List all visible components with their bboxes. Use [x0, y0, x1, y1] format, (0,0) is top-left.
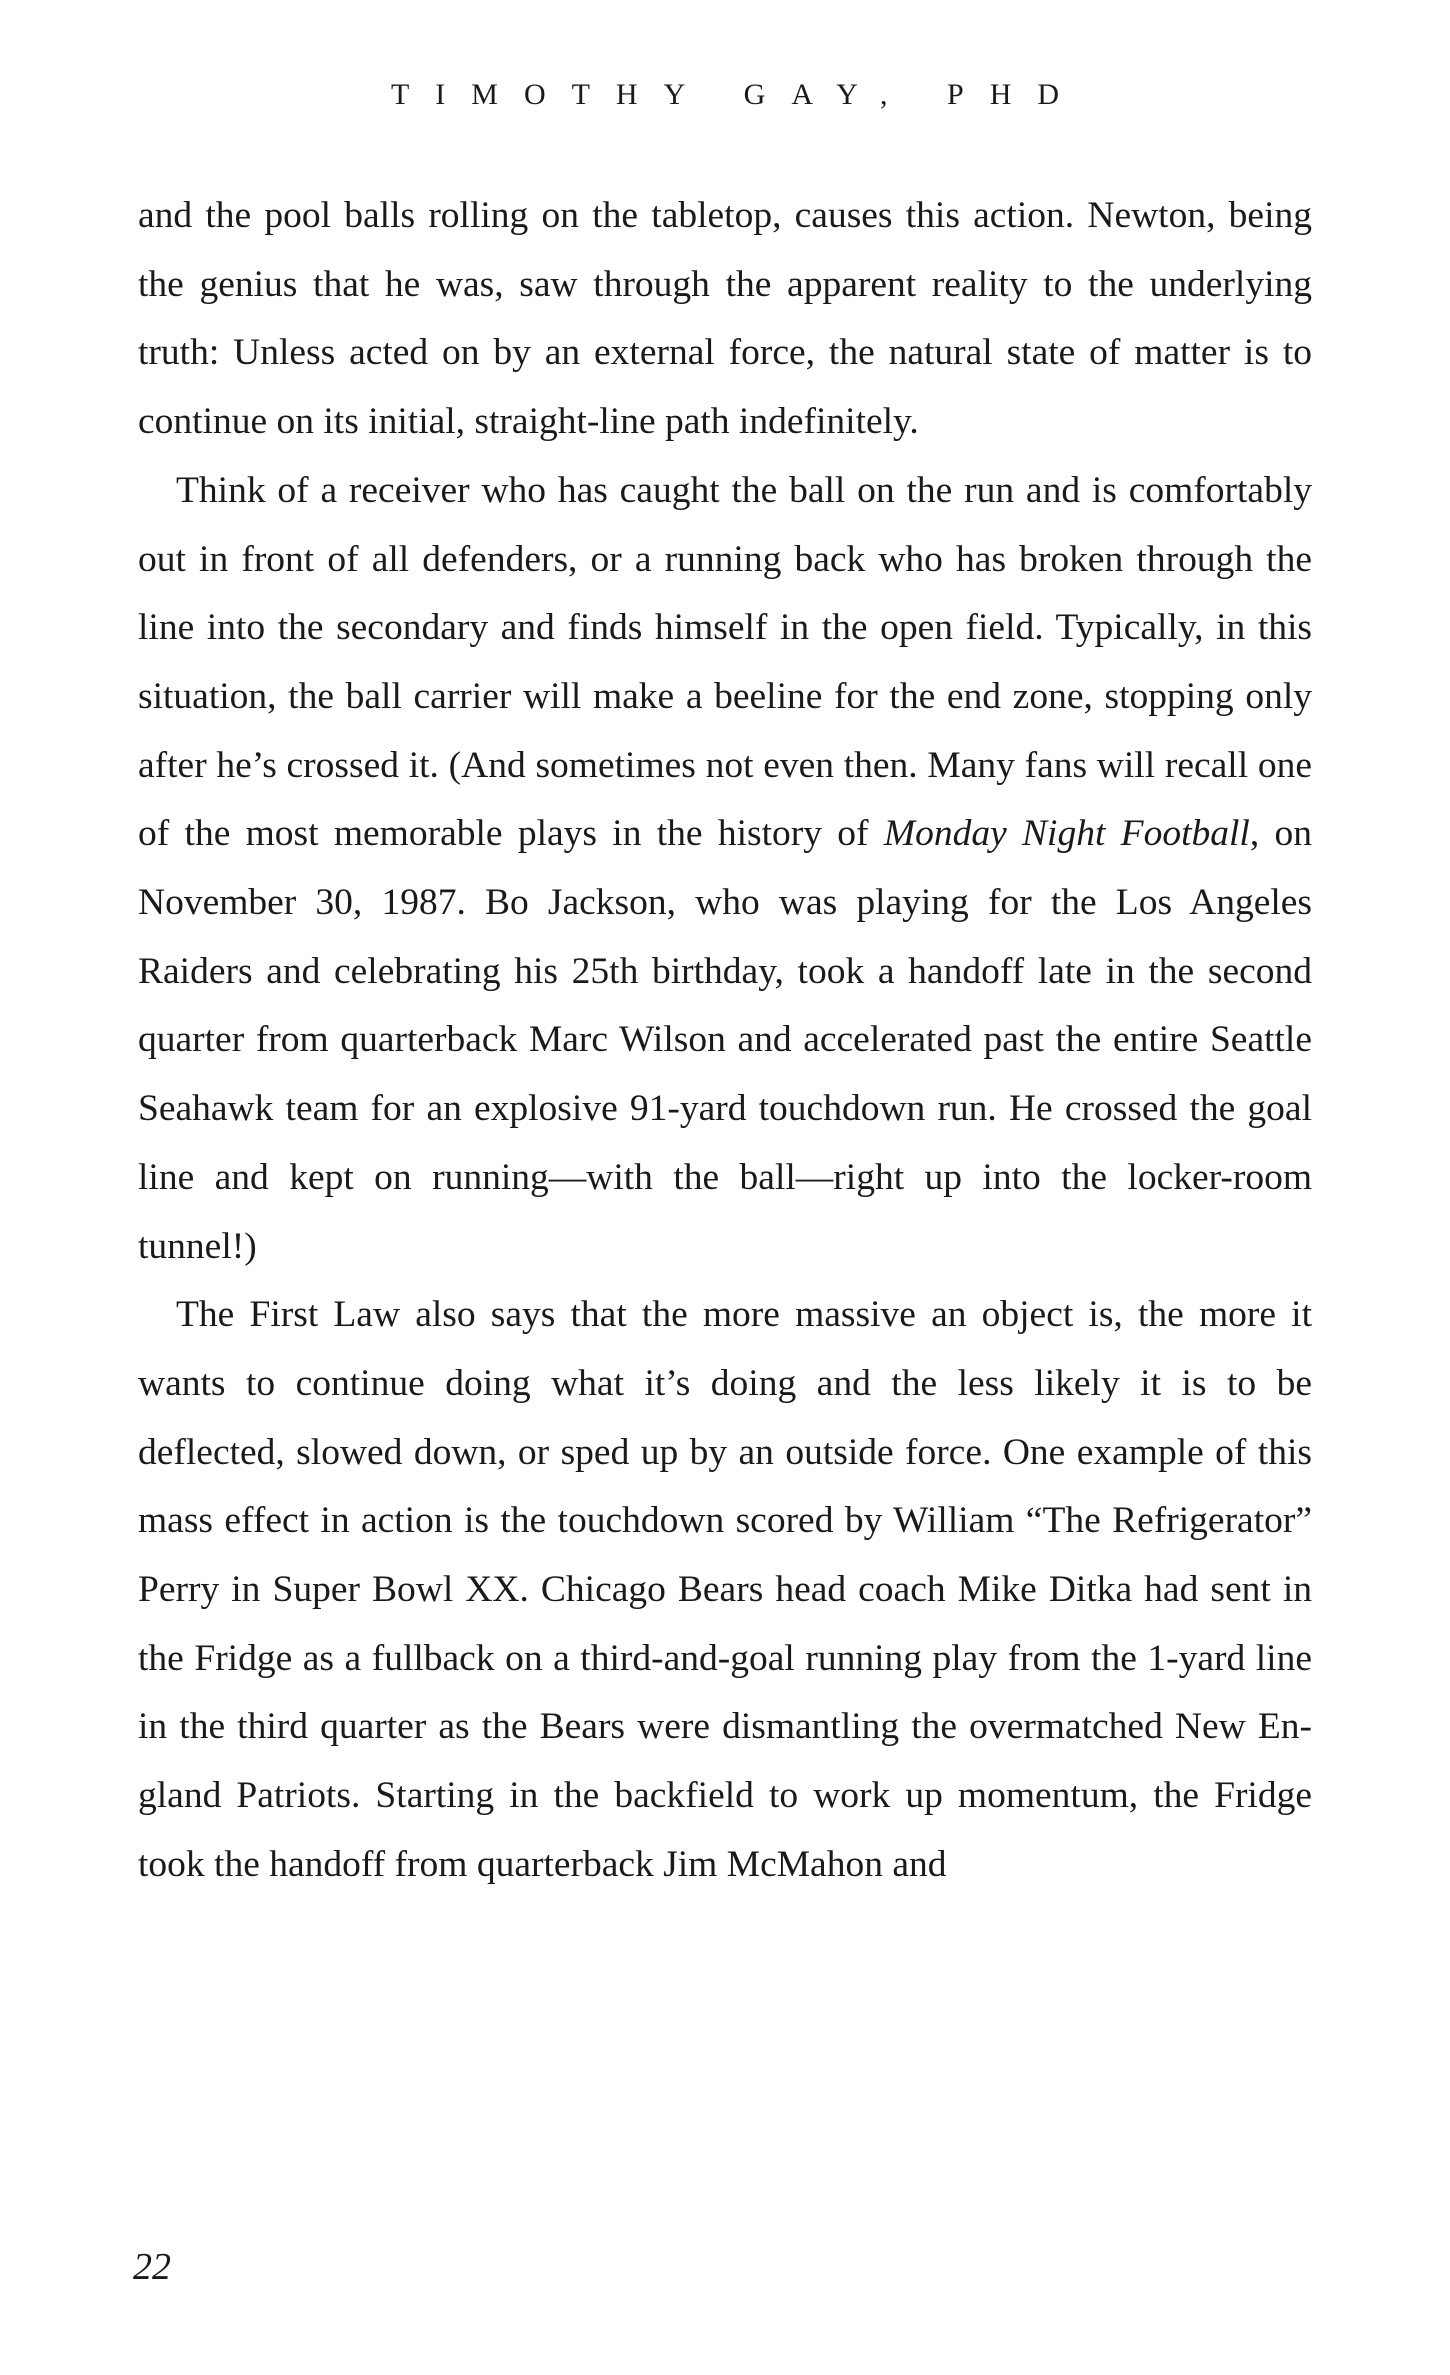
- paragraph-2-text-b: , on November 30, 1987. Bo Jackson, who was playing for the Los Angeles Raiders and celebrating his 25th birthday, took a handoff late in the second quarter from quarterback Marc Wilson and accelerated past the entire Seattle Seahawk team for an explosive 91-yard touchdown run. He crossed the goal line and kept on running—with the ball—right up into the locker-room tunnel!): [138, 813, 1312, 1267]
- page-number: 22: [133, 2246, 171, 2288]
- paragraph-3: The First Law also says that the more massive an object is, the more it wants to continue doing what it’s doing and the less likely it is to be deflected, slowed down, or sped up by an outside force. One example of this mass effect in action is the touchdown scored by William “The Refrigerator” Perry in Super Bowl XX. Chicago Bears head coach Mike Ditka had sent in the Fridge as a fullback on a third-and-goal running play from the 1-yard line in the third quarter as the Bears were dismantling the overmatched New England Patriots. Starting in the backfield to work up momentum, the Fridge took the handoff from quarterback Jim McMahon and: [138, 1294, 1312, 1885]
- running-head: TIMOTHY GAY, PHD: [390, 78, 1086, 111]
- italic-title: Monday Night Football: [883, 813, 1250, 855]
- paragraph-2-text-a: Think of a receiver who has caught the ball on the run and is comfortably out in front of all defenders, or a running back who has broken through the line into the secondary and finds himself in the open field. Typically, in this situation, the ball carrier will make a beeline for the end zone, stopping only after he’s crossed it. (And sometimes not even then. Many fans will recall one of the most memorable plays in the history of: [138, 469, 1312, 855]
- body-text: [138, 182, 1312, 1900]
- paragraph-1: and the pool balls rolling on the tabletop, causes this action. Newton, being the genius that he was, saw through the apparent reality to the underlying truth: Unless acted on by an external force, the natural state of matter is to continue on its initial, straight-line path indefinitely.: [138, 195, 1312, 443]
- paragraph-2: [138, 457, 1312, 1281]
